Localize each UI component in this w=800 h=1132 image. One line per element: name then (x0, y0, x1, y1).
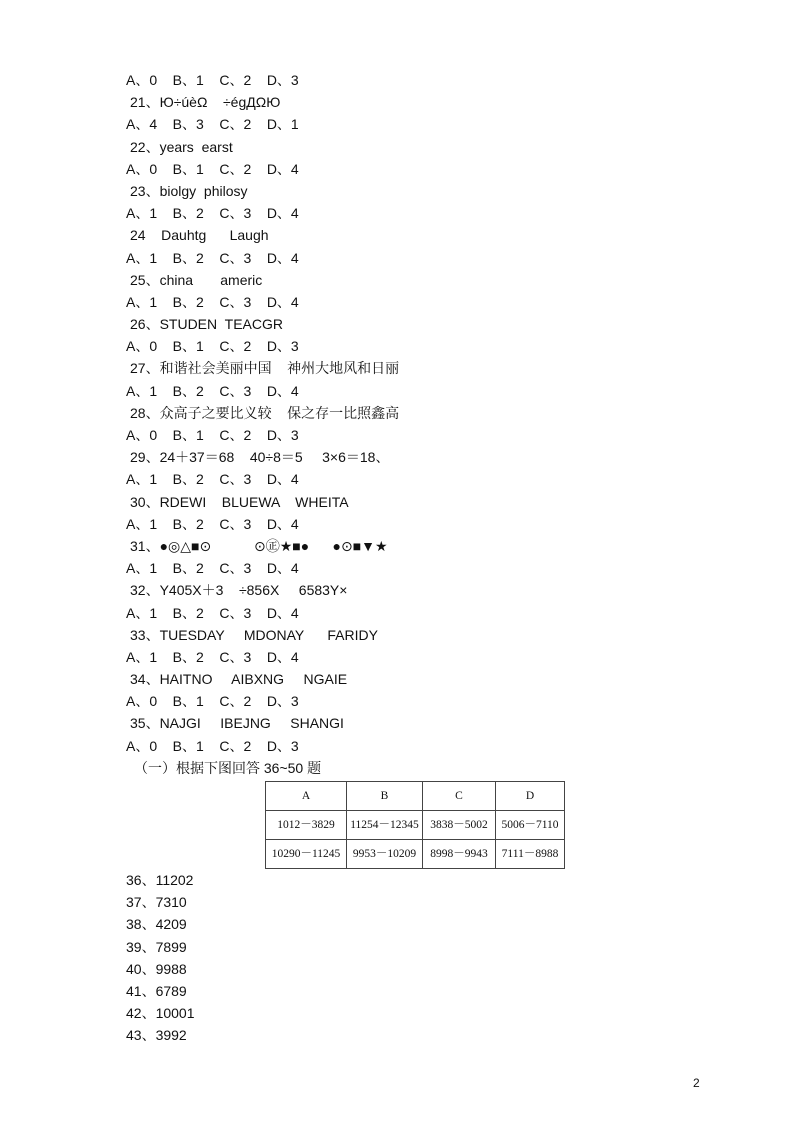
options-line: A、0 B、1 C、2 D、3 (126, 737, 299, 754)
question-29: 29、24＋37＝68 40÷8＝5 3×6＝18、 (130, 449, 390, 466)
table-cell: 5006－7110 (496, 811, 565, 840)
column-header-a: A (266, 782, 347, 811)
question-33: 33、TUESDAY MDONAY FARIDY (130, 626, 378, 643)
table-cell: 8998－9943 (423, 840, 496, 869)
options-line: A、1 B、2 C、3 D、4 (126, 382, 299, 399)
options-line: A、1 B、2 C、3 D、4 (126, 604, 299, 621)
question-list (0, 69, 800, 779)
options-line: A、1 B、2 C、3 D、4 (126, 560, 299, 577)
table-cell: 7111－8988 (496, 840, 565, 869)
options-line: A、1 B、2 C、3 D、4 (126, 249, 299, 266)
options-line: A、0 B、1 C、2 D、3 (126, 693, 299, 710)
reference-table (265, 781, 565, 869)
question-35: 35、NAJGI IBEJNG SHANGI (130, 715, 344, 732)
question-26: 26、STUDEN TEACGR (130, 316, 283, 333)
options-line: A、1 B、2 C、3 D、4 (126, 515, 299, 532)
section-heading: （一）根据下图回答 36~50 题 (134, 759, 322, 776)
options-line: A、0 B、1 C、2 D、4 (126, 160, 299, 177)
table-row (266, 840, 565, 869)
options-line: A、1 B、2 C、3 D、4 (126, 205, 299, 222)
item-40: 40、9988 (126, 960, 187, 977)
table-row (266, 811, 565, 840)
options-line: A、1 B、2 C、3 D、4 (126, 648, 299, 665)
question-31: 31、●◎△■⊙ ⊙㊣★■● ●⊙■▼★ (130, 537, 388, 554)
item-36: 36、11202 (126, 872, 194, 888)
page-number: 2 (693, 1076, 700, 1090)
question-34: 34、HAITNO AIBXNG NGAIE (130, 671, 348, 688)
question-23: 23、biolgy philosy (130, 182, 248, 199)
options-line: A、0 B、1 C、2 D、3 (126, 427, 299, 443)
column-header-c: C (423, 782, 496, 811)
item-42: 42、10001 (126, 1005, 195, 1022)
options-line: A、1 B、2 C、3 D、4 (126, 293, 299, 310)
table-header-row (266, 782, 565, 811)
column-header-b: B (347, 782, 423, 811)
question-25: 25、china americ (130, 271, 263, 288)
options-line: A、4 B、3 C、2 D、1 (126, 116, 299, 133)
item-43: 43、3992 (126, 1027, 187, 1044)
options-line: A、0 B、1 C、2 D、3 (126, 72, 299, 88)
table-cell: 1012－3829 (266, 811, 347, 840)
table-cell: 10290－11245 (266, 840, 347, 869)
answer-list (0, 869, 800, 1047)
item-41: 41、6789 (126, 982, 187, 999)
table-cell: 9953－10209 (347, 840, 423, 869)
options-line: A、0 B、1 C、2 D、3 (126, 338, 299, 355)
column-header-d: D (496, 782, 565, 811)
question-32: 32、Y405X＋3 ÷856X 6583Y× (130, 582, 348, 599)
item-39: 39、7899 (126, 938, 187, 955)
options-line: A、1 B、2 C、3 D、4 (126, 471, 299, 488)
question-27: 27、和谐社会美丽中国 神州大地风和日丽 (130, 360, 400, 377)
question-22: 22、years earst (130, 138, 233, 155)
question-21: 21、Ю÷úèΩ ÷égДΩЮ (130, 94, 281, 111)
table-cell: 11254－12345 (347, 811, 423, 840)
item-37: 37、7310 (126, 894, 187, 911)
question-28: 28、众高子之要比义较 保之存一比照鑫高 (130, 404, 400, 421)
item-38: 38、4209 (126, 916, 187, 933)
question-30: 30、RDEWI BLUEWA WHEITA (130, 493, 349, 510)
question-24: 24 Dauhtg Laugh (130, 227, 269, 244)
table-cell: 3838－5002 (423, 811, 496, 840)
